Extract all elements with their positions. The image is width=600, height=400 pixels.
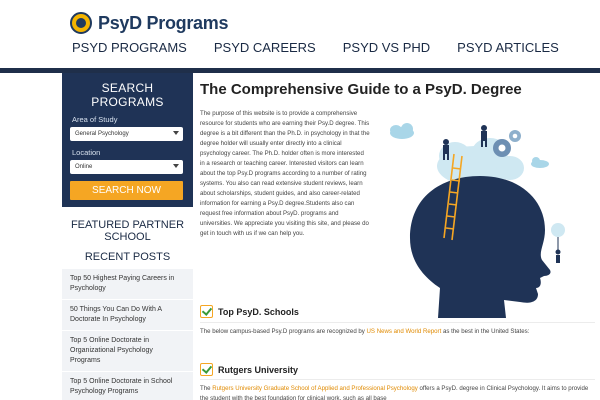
- area-value: General Psychology: [75, 131, 129, 137]
- page-title: The Comprehensive Guide to a PsyD. Degree: [200, 81, 522, 98]
- section-text: as the best in the United States:: [441, 328, 530, 335]
- location-select[interactable]: [70, 160, 183, 174]
- gear-icon: [509, 130, 521, 142]
- section-rutgers: [200, 363, 298, 376]
- site-header: [0, 0, 600, 70]
- chevron-down-icon: [173, 164, 179, 168]
- section-text: offers a PsyD. degree in Clinical Psychology. It aims to provide the student with the best foundation for clinical work, such as all base: [200, 385, 589, 400]
- featured-partner-title: FEATURED PARTNER SCHOOL: [70, 219, 185, 243]
- rutgers-link[interactable]: Rutgers University Graduate School of Applied and Professional Psychology: [212, 385, 418, 392]
- section-paragraph: [200, 327, 595, 337]
- cloud-icon: [531, 157, 549, 168]
- section-text: The: [200, 385, 213, 392]
- intro-paragraph: The purpose of this website is to provide a comprehensive resource for students who are earning their Psy.D degree. This degree is a bit different than the Ph.D. in psychology in that the degree holder will usually enter directly into a clinical psychology career. The Ph.D. holder often is more interested in a research or teaching career. Interested visitors can learn about the top Psy.D programs according to a number of rating systems. You also can read extensive student reviews, learn about scholarships, student guides, and also career-related information for earning a Psy.D degree.Students also can request free information about PsyD. programs and universities. We appreciate you visiting this site, and please do get in touch with us if we can help you.: [200, 110, 370, 237]
- site-logo[interactable]: [70, 12, 228, 34]
- head-silhouette: [410, 176, 551, 318]
- logo-text: PsyD Programs: [98, 12, 229, 33]
- logo-icon: [70, 12, 92, 34]
- balloon-person-icon: [551, 223, 565, 263]
- recent-post-link[interactable]: Top 5 Online Doctorate in Organizational Psychology Programs: [62, 331, 193, 372]
- nav-psyd-vs-phd[interactable]: PSYD VS PHD: [342, 40, 431, 55]
- location-value: Online: [75, 164, 93, 170]
- divider: [200, 379, 595, 380]
- recent-post-link[interactable]: Top 5 Online Doctorate in School Psychology Programs: [62, 372, 193, 400]
- section-top-psyd-schools: [200, 305, 299, 318]
- nav-psyd-careers[interactable]: PSYD CAREERS: [213, 40, 316, 55]
- section-title: Rutgers University: [218, 364, 299, 375]
- section-title: Top PsyD. Schools: [218, 306, 299, 317]
- divider: [200, 322, 595, 323]
- main-nav: [72, 40, 586, 55]
- section-paragraph: [200, 384, 595, 400]
- nav-psyd-articles[interactable]: PSYD ARTICLES: [457, 40, 559, 55]
- recent-post-link[interactable]: 50 Things You Can Do With A Doctorate In Psychology: [62, 300, 193, 331]
- search-now-button[interactable]: SEARCH NOW: [70, 181, 183, 200]
- main-content: [200, 73, 595, 400]
- us-news-link[interactable]: US News and World Report: [366, 328, 442, 335]
- search-programs-box: [62, 73, 193, 207]
- checkbox-check-icon: [200, 305, 213, 318]
- section-text: The below campus-based Psy.D programs are recognized by: [200, 328, 367, 335]
- area-select[interactable]: [70, 127, 183, 141]
- checkbox-check-icon: [200, 363, 213, 376]
- head-illustration: [380, 118, 595, 318]
- recent-posts-title: RECENT POSTS: [84, 251, 171, 263]
- location-label: Location: [72, 148, 101, 157]
- nav-psyd-programs[interactable]: PSYD PROGRAMS: [72, 40, 187, 55]
- area-label: Area of Study: [72, 115, 118, 124]
- gear-icon: [493, 139, 511, 157]
- recent-post-link[interactable]: Top 50 Highest Paying Careers in Psychology: [62, 269, 193, 300]
- search-title: SEARCH PROGRAMS: [91, 81, 164, 109]
- chevron-down-icon: [173, 131, 179, 135]
- sidebar: [62, 73, 193, 400]
- cloud-icon: [390, 123, 414, 139]
